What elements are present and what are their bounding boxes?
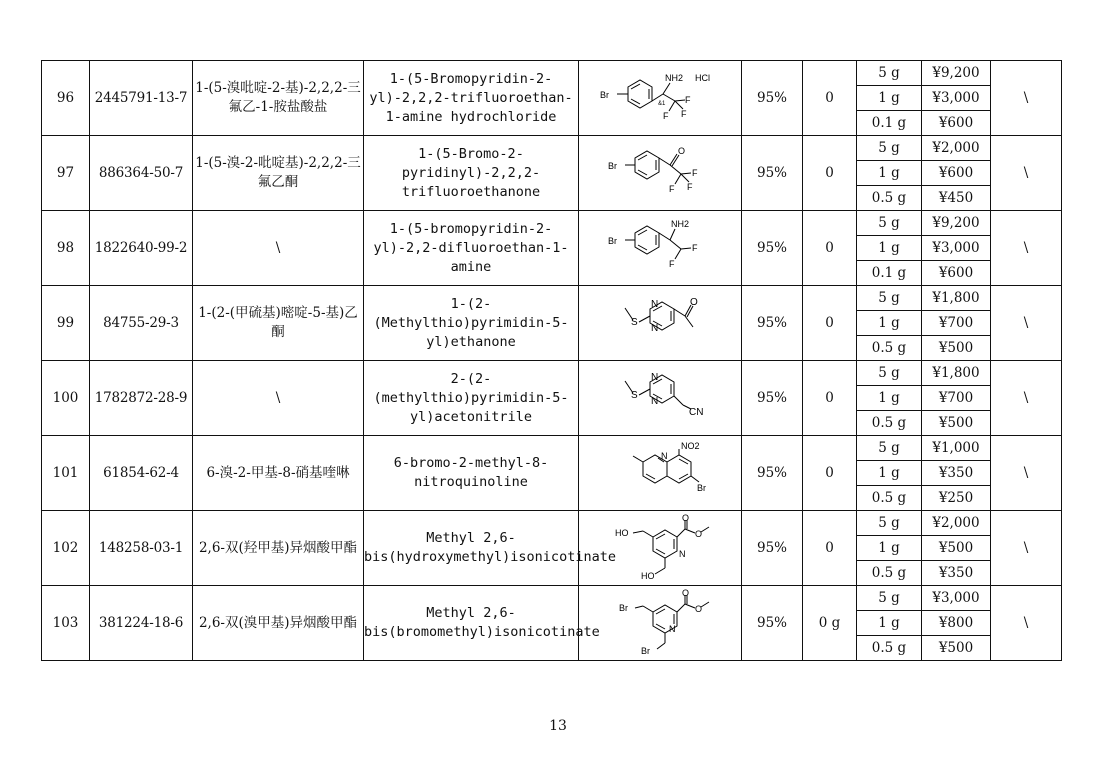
product-table	[41, 60, 1062, 661]
purity: 95%	[742, 136, 803, 211]
chinese-name: \	[193, 211, 364, 286]
stock: 0	[803, 286, 857, 361]
atom-label: F	[669, 259, 675, 269]
chemical-structure	[595, 140, 725, 206]
pack-price: ¥1,800	[922, 286, 991, 311]
pack-size: 5 g	[857, 511, 922, 536]
pack-price: ¥700	[922, 311, 991, 336]
cas-number: 1782872-28-9	[90, 361, 193, 436]
table-row	[42, 211, 1062, 236]
atom-label: N	[669, 624, 676, 634]
english-name: Methyl 2,6-bis(bromomethyl)isonicotinate	[364, 586, 579, 661]
pack-size: 1 g	[857, 536, 922, 561]
pack-size: 5 g	[857, 436, 922, 461]
structure-cell	[579, 586, 742, 661]
pack-size: 1 g	[857, 386, 922, 411]
atom-label: N	[679, 549, 686, 559]
atom-label: Br	[600, 90, 609, 100]
purity: 95%	[742, 511, 803, 586]
atom-label: O	[690, 297, 698, 308]
pack-price: ¥2,000	[922, 511, 991, 536]
atom-label: NH2	[671, 219, 690, 229]
chinese-name: 2,6-双(羟甲基)异烟酸甲酯	[193, 511, 364, 586]
note: \	[991, 436, 1062, 511]
note: \	[991, 286, 1062, 361]
pack-size: 5 g	[857, 586, 922, 611]
pack-size: 0.5 g	[857, 186, 922, 211]
purity: 95%	[742, 286, 803, 361]
stock: 0 g	[803, 586, 857, 661]
atom-label: F	[687, 182, 693, 192]
atom-label: S	[631, 390, 638, 401]
structure-cell	[579, 511, 742, 586]
pack-size: 5 g	[857, 361, 922, 386]
atom-label: F	[669, 184, 675, 194]
pack-size: 0.5 g	[857, 411, 922, 436]
row-number: 100	[42, 361, 90, 436]
cas-number: 84755-29-3	[90, 286, 193, 361]
cas-number: 2445791-13-7	[90, 61, 193, 136]
atom-label: F	[692, 243, 698, 253]
pack-price: ¥250	[922, 486, 991, 511]
atom-label: Br	[608, 161, 617, 171]
structure-cell	[579, 61, 742, 136]
row-number: 103	[42, 586, 90, 661]
stock: 0	[803, 361, 857, 436]
english-name: 6-bromo-2-methyl-8-nitroquinoline	[364, 436, 579, 511]
chemical-structure	[595, 588, 725, 658]
pack-price: ¥2,000	[922, 136, 991, 161]
pack-size: 5 g	[857, 61, 922, 86]
pack-size: 5 g	[857, 211, 922, 236]
pack-price: ¥600	[922, 111, 991, 136]
chinese-name: 1-(2-(甲硫基)嘧啶-5-基)乙酮	[193, 286, 364, 361]
pack-size: 0.5 g	[857, 336, 922, 361]
table-row	[42, 586, 1062, 611]
pack-price: ¥600	[922, 161, 991, 186]
stock: 0	[803, 211, 857, 286]
row-number: 102	[42, 511, 90, 586]
chemical-structure	[595, 365, 725, 431]
atom-label: Br	[697, 483, 706, 493]
chinese-name: 1-(5-溴-2-吡啶基)-2,2,2-三氟乙酮	[193, 136, 364, 211]
atom-label: N	[651, 323, 659, 334]
pack-size: 5 g	[857, 286, 922, 311]
note: \	[991, 61, 1062, 136]
pack-size: 1 g	[857, 161, 922, 186]
pack-size: 5 g	[857, 136, 922, 161]
chinese-name: \	[193, 361, 364, 436]
chinese-name: 2,6-双(溴甲基)异烟酸甲酯	[193, 586, 364, 661]
atom-label: Br	[619, 603, 628, 613]
chemical-structure	[595, 290, 725, 356]
stock: 0	[803, 61, 857, 136]
row-number: 101	[42, 436, 90, 511]
row-number: 99	[42, 286, 90, 361]
table-row	[42, 436, 1062, 461]
atom-label: Br	[608, 236, 617, 246]
pack-size: 0.1 g	[857, 261, 922, 286]
atom-label: F	[663, 111, 669, 121]
atom-label: S	[631, 317, 638, 328]
pack-price: ¥700	[922, 386, 991, 411]
note: \	[991, 136, 1062, 211]
row-number: 98	[42, 211, 90, 286]
table-row	[42, 286, 1062, 311]
pack-price: ¥800	[922, 611, 991, 636]
row-number: 96	[42, 61, 90, 136]
table-row	[42, 136, 1062, 161]
atom-label: Br	[641, 646, 650, 656]
chemical-structure	[595, 215, 725, 281]
atom-label: &1	[658, 101, 666, 107]
chemical-structure	[595, 65, 725, 131]
atom-label: O	[695, 604, 703, 614]
atom-label: O	[695, 529, 703, 539]
purity: 95%	[742, 586, 803, 661]
cas-number: 61854-62-4	[90, 436, 193, 511]
note: \	[991, 211, 1062, 286]
pack-price: ¥9,200	[922, 61, 991, 86]
pack-price: ¥3,000	[922, 586, 991, 611]
atom-label: N	[661, 451, 668, 461]
atom-label: N	[651, 372, 659, 383]
stock: 0	[803, 436, 857, 511]
pack-price: ¥600	[922, 261, 991, 286]
atom-label: HO	[641, 571, 655, 581]
chemical-structure	[595, 513, 725, 583]
note: \	[991, 586, 1062, 661]
structure-cell	[579, 286, 742, 361]
pack-price: ¥500	[922, 336, 991, 361]
pack-price: ¥1,000	[922, 436, 991, 461]
atom-label: NH2	[665, 73, 684, 83]
pack-price: ¥500	[922, 536, 991, 561]
atom-label: HO	[615, 528, 629, 538]
cas-number: 148258-03-1	[90, 511, 193, 586]
purity: 95%	[742, 211, 803, 286]
row-number: 97	[42, 136, 90, 211]
pack-price: ¥500	[922, 636, 991, 661]
atom-label: HCl	[695, 73, 710, 83]
english-name: 1-(5-bromopyridin-2-yl)-2,2-difluoroethan-1-amine	[364, 211, 579, 286]
pack-price: ¥1,800	[922, 361, 991, 386]
english-name: 1-(5-Bromopyridin-2-yl)-2,2,2-trifluoroethan-1-amine hydrochloride	[364, 61, 579, 136]
pack-size: 0.5 g	[857, 636, 922, 661]
note: \	[991, 511, 1062, 586]
structure-cell	[579, 361, 742, 436]
pack-size: 1 g	[857, 611, 922, 636]
atom-label: F	[685, 95, 691, 105]
pack-price: ¥450	[922, 186, 991, 211]
pack-price: ¥3,000	[922, 86, 991, 111]
atom-label: O	[678, 146, 686, 156]
atom-label: O	[682, 588, 690, 598]
structure-cell	[579, 136, 742, 211]
atom-label: CN	[689, 407, 704, 418]
purity: 95%	[742, 436, 803, 511]
atom-label: F	[692, 168, 698, 178]
structure-cell	[579, 211, 742, 286]
structure-cell	[579, 436, 742, 511]
table-row	[42, 511, 1062, 536]
pack-size: 0.5 g	[857, 486, 922, 511]
pack-price: ¥350	[922, 461, 991, 486]
pack-size: 1 g	[857, 236, 922, 261]
cas-number: 1822640-99-2	[90, 211, 193, 286]
pack-price: ¥350	[922, 561, 991, 586]
atom-label: O	[682, 513, 690, 523]
chinese-name: 1-(5-溴吡啶-2-基)-2,2,2-三氟乙-1-胺盐酸盐	[193, 61, 364, 136]
english-name: 1-(2-(Methylthio)pyrimidin-5-yl)ethanone	[364, 286, 579, 361]
pack-size: 0.5 g	[857, 561, 922, 586]
cas-number: 886364-50-7	[90, 136, 193, 211]
purity: 95%	[742, 361, 803, 436]
chemical-structure	[595, 440, 725, 506]
purity: 95%	[742, 61, 803, 136]
stock: 0	[803, 136, 857, 211]
pack-size: 1 g	[857, 311, 922, 336]
note: \	[991, 361, 1062, 436]
atom-label: F	[681, 109, 687, 119]
stock: 0	[803, 511, 857, 586]
atom-label: N	[651, 396, 659, 407]
pack-size: 1 g	[857, 86, 922, 111]
english-name: Methyl 2,6-bis(hydroxymethyl)isonicotinate	[364, 511, 579, 586]
atom-label: N	[651, 299, 659, 310]
pack-price: ¥3,000	[922, 236, 991, 261]
english-name: 2-(2-(methylthio)pyrimidin-5-yl)acetonitrile	[364, 361, 579, 436]
pack-size: 0.1 g	[857, 111, 922, 136]
table-row	[42, 61, 1062, 86]
atom-label: NO2	[681, 441, 700, 451]
pack-price: ¥500	[922, 411, 991, 436]
page-number: 13	[549, 718, 567, 734]
pack-size: 1 g	[857, 461, 922, 486]
chinese-name: 6-溴-2-甲基-8-硝基喹啉	[193, 436, 364, 511]
table-row	[42, 361, 1062, 386]
pack-price: ¥9,200	[922, 211, 991, 236]
english-name: 1-(5-Bromo-2-pyridinyl)-2,2,2-trifluoroethanone	[364, 136, 579, 211]
cas-number: 381224-18-6	[90, 586, 193, 661]
